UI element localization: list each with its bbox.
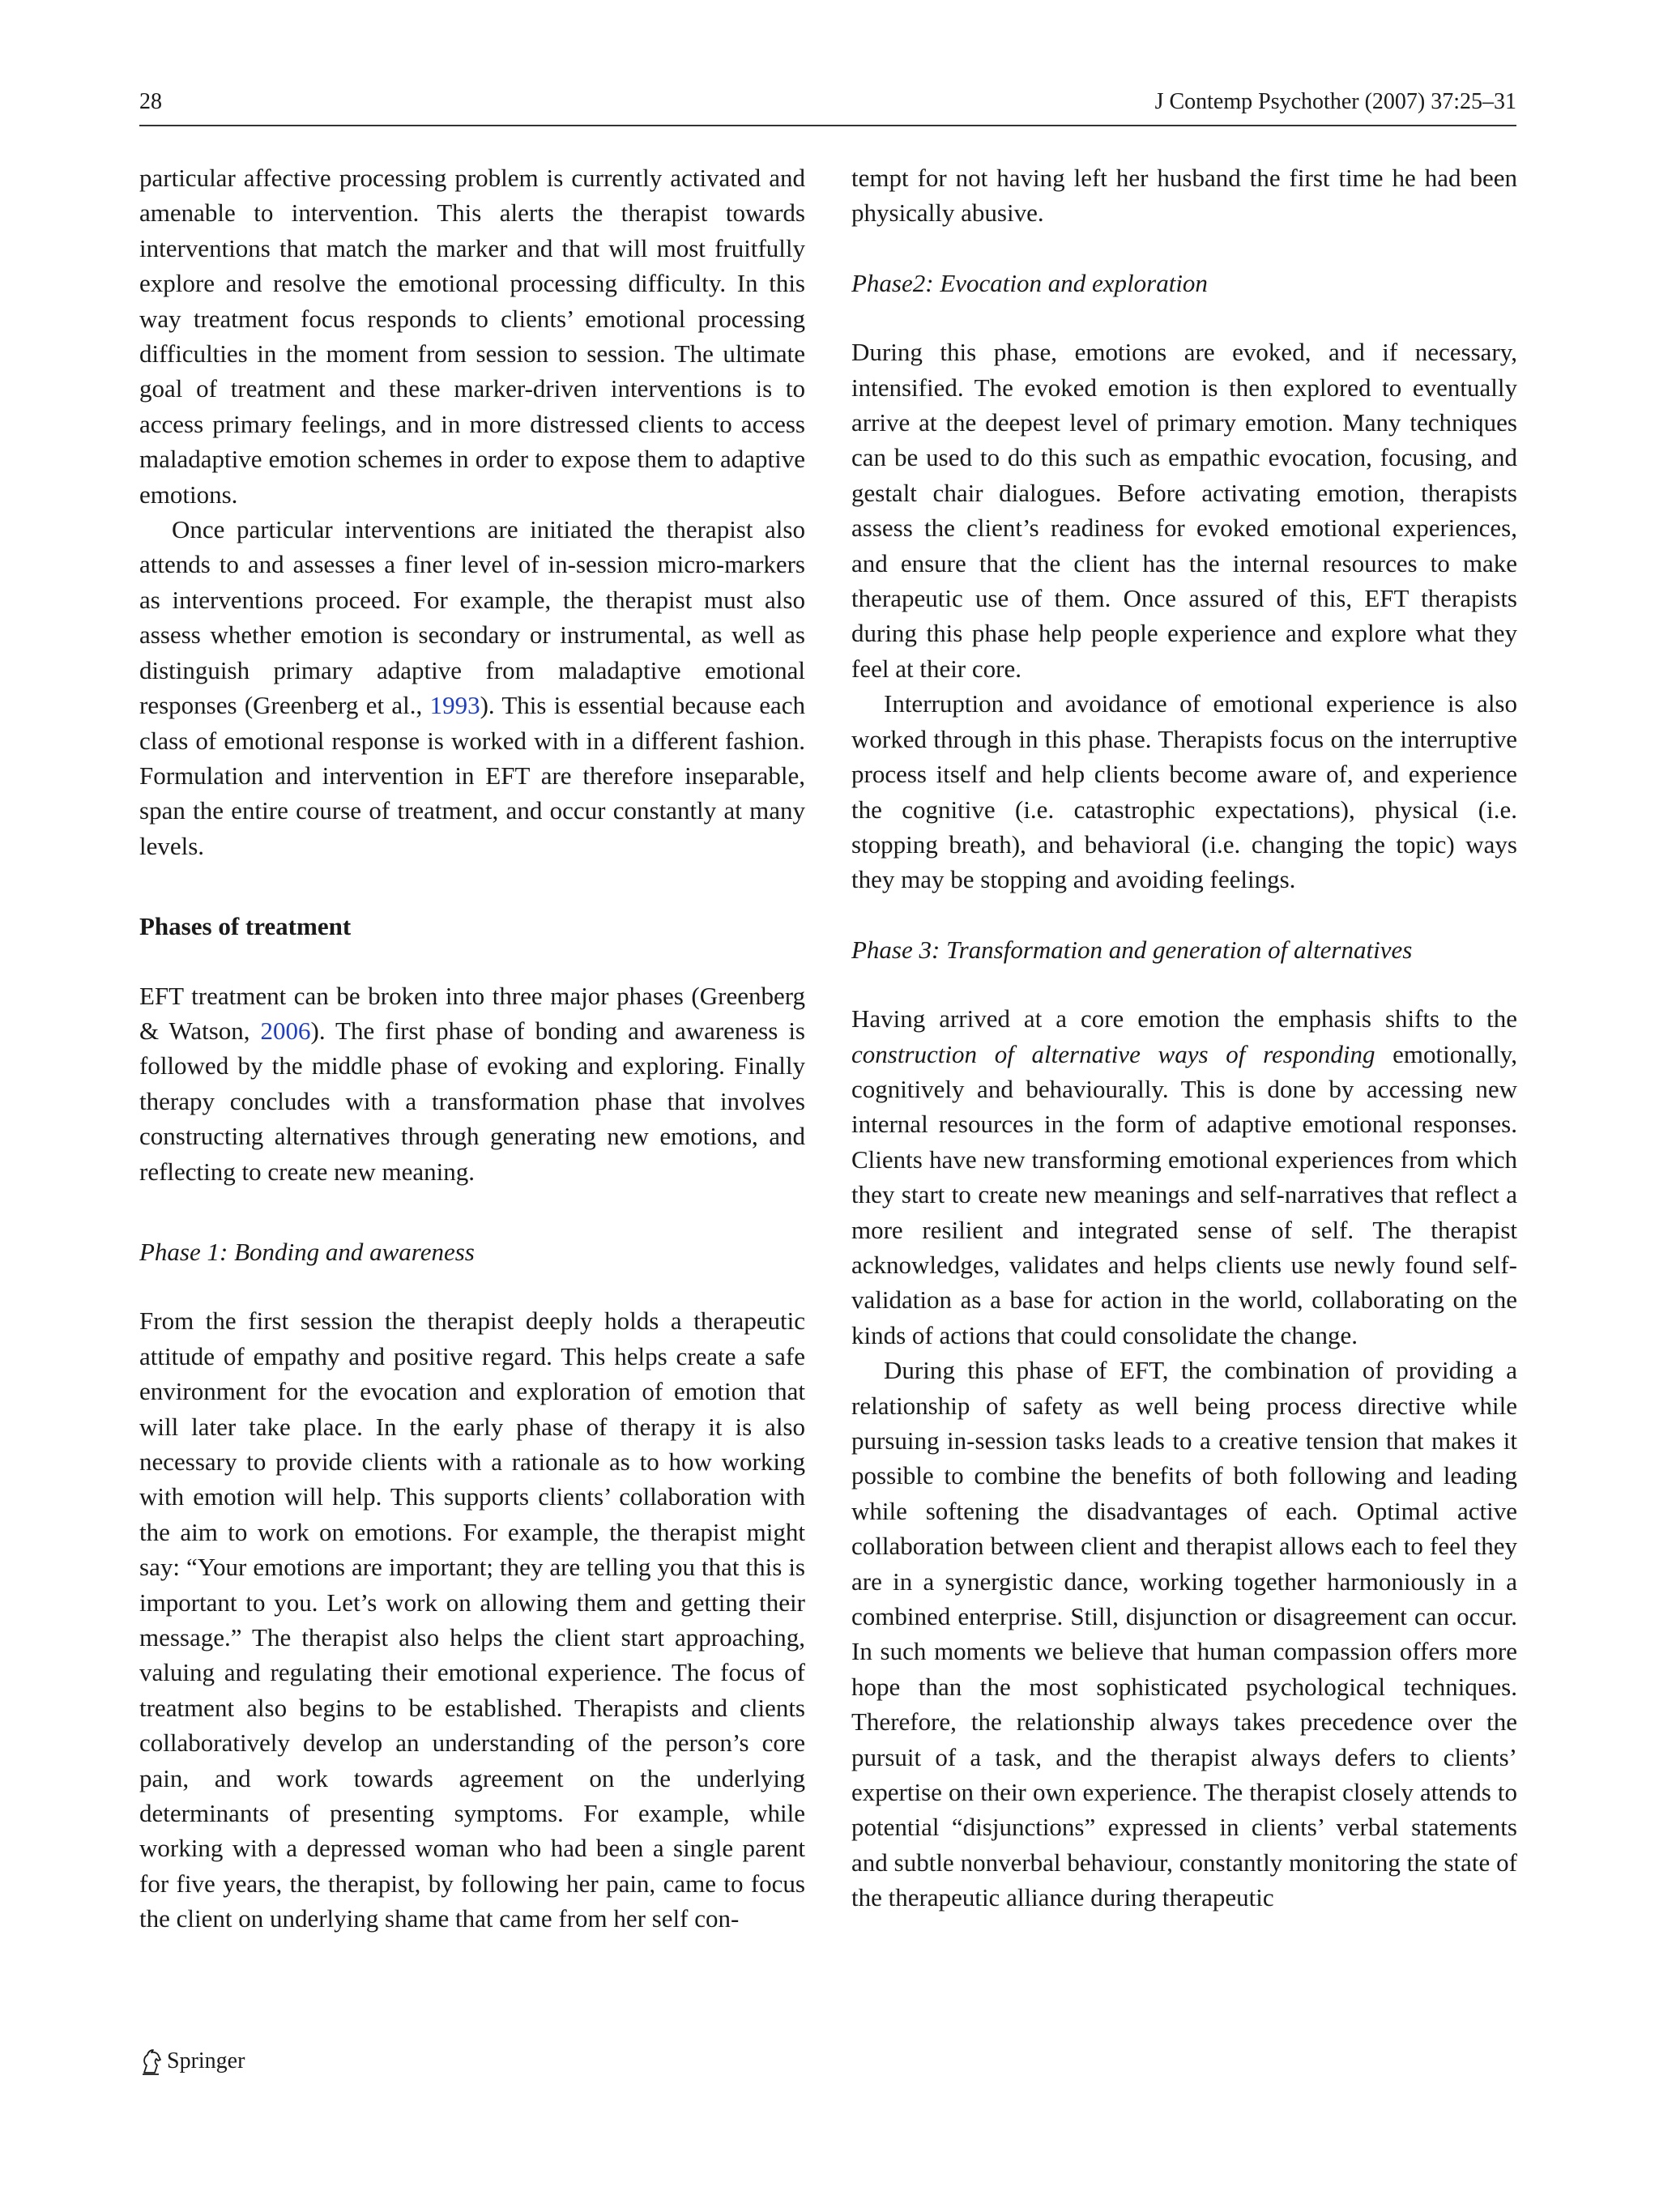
left-column bbox=[139, 160, 805, 1937]
subsection-heading: Phase 1: Bonding and awareness bbox=[139, 1237, 475, 1266]
paragraph-text: Having arrived at a core emotion the emphasis shifts to the bbox=[851, 1004, 1517, 1034]
emphasis-text: construction of alternative ways of responding bbox=[851, 1039, 1375, 1068]
section-heading: Phases of treatment bbox=[139, 912, 352, 941]
citation-link[interactable]: 2006 bbox=[260, 1016, 311, 1045]
paragraph: From the first session the therapist deeply holds a therapeutic attitude of empathy and positive regard. This helps create a safe environment for the evocation and exploration of emotion that will later take place. In the early phase of therapy it is also necessary to provide clients with a rationale as to how working with emotion will help. This supports clients’ collaboration with the aim to work on emotions. For example, the therapist might say: “Your emotions are important; they are telling you that this is important to you. Let’s work on allowing them and getting their message.” The therapist also helps the client start approaching, valuing and regulating their emotional experience. The focus of treatment also begins to be established. Therapists and clients collaboratively develop an understanding of the person’s core pain, and work towards agreement on the underlying determinants of presenting symptoms. For example, while working with a depressed woman who had been a single parent for five years, the therapist, by following her pain, came to focus the client on underlying shame that came from her self con- bbox=[139, 1306, 805, 1933]
paragraph: particular affective processing problem is currently activated and amenable to intervention. This alerts the therapist towards interventions that match the marker and that will most fruitfully explore and resolve the emotional processing difficulty. In this way treatment focus responds to clients’ emotional processing difficulties in the moment from session to session. The ultimate goal of treatment and these marker-driven interventions is to access primary feelings, and in more distressed clients to access maladaptive emotion schemes in order to expose them to adaptive emotions. bbox=[139, 164, 805, 509]
paragraph bbox=[139, 978, 805, 1189]
page-number: 28 bbox=[139, 89, 162, 114]
paragraph-text: Once particular interventions are initiated the therapist also attends to and assesses a finer level of in-session micro-markers as interventions proceed. For example, the therapist must also assess whether emotion is secondary or instrumental, as well as distinguish primary adaptive from maladaptive emotional responses (Greenberg et al., bbox=[139, 515, 805, 720]
paragraph-text: ). This is essential because each class of emotional response is worked with in a different fashion. Formulation and intervention in EFT are therefore inseparable, span the entire course of treatment, and occur constantly at many levels. bbox=[139, 691, 805, 860]
paragraph-text: ). The first phase of bonding and awareness is followed by the middle phase of evoking and exploring. Finally therapy concludes with a transformation phase that involves constructing alternatives through generating new emotions, and reflecting to create new meaning. bbox=[139, 1016, 805, 1186]
paragraph: During this phase, emotions are evoked, and if necessary, intensified. The evoked emotion is then explored to eventually arrive at the deepest level of primary emotion. Many techniques can be used to do this such as empathic evocation, focusing, and gestalt chair dialogues. Before activating emotion, therapists assess the client’s readiness for evoked emotional experiences, and ensure that the client has the internal resources to make therapeutic use of them. Once assured of this, EFT therapists during this phase help people experience and explore what they feel at their core. bbox=[851, 338, 1517, 683]
paragraph: tempt for not having left her husband the first time he had been physically abusive. bbox=[851, 164, 1517, 228]
paragraph: During this phase of EFT, the combination of providing a relationship of safety as well being process directive while pursuing in-session tasks leads to a creative tension that makes it possible to combine the benefits of both following and leading while softening the disadvantages of each. Optimal active collaboration between client and therapist allows each to feel they are in a synergistic dance, working together harmoniously in a combined enterprise. Still, disjunction or disagreement can occur. In such moments we believe that human compassion offers more hope than the most sophisticated psychological techniques. Therefore, the relationship always takes precedence over the pursuit of a task, and the therapist always defers to clients’ expertise on their own experience. The therapist closely attends to potential “disjunctions” expressed in clients’ verbal statements and subtle nonverbal behaviour, constantly monitoring the state of the therapeutic alliance during therapeutic bbox=[851, 1356, 1517, 1912]
paragraph-text: EFT treatment can be broken into three major phases (Greenberg & Watson, bbox=[139, 981, 805, 1045]
subsection-heading: Phase2: Evocation and exploration bbox=[851, 268, 1208, 297]
subsection-heading: Phase 3: Transformation and generation of alternatives bbox=[851, 935, 1413, 964]
right-column bbox=[851, 160, 1517, 1916]
paragraph: Interruption and avoidance of emotional experience is also worked through in this phase. Therapists focus on the interruptive process itself and help clients become aware of, and experience the cognitive (i.e. catastrophic expectations), physical (i.e. stopping breath), and behavioral (i.e. changing the topic) ways they may be stopping and avoiding feelings. bbox=[851, 689, 1517, 894]
publisher-name: Springer bbox=[167, 2048, 245, 2073]
footer bbox=[139, 2048, 245, 2075]
paragraph bbox=[851, 1001, 1517, 1353]
journal-citation: J Contemp Psychother (2007) 37:25–31 bbox=[1154, 89, 1516, 114]
paragraph-text: emotionally, cognitively and behaviourally. This is done by accessing new internal resources in the form of adaptive emotional responses. Clients have new transforming emotional experiences from which they start to create new meanings and self-narratives that reflect a more resilient and integrated sense of self. The therapist acknowledges, validates and helps clients use newly found self-validation as a base for action in the world, collaborating on the kinds of actions that could consolidate the change. bbox=[851, 1039, 1517, 1349]
running-header bbox=[139, 87, 1516, 126]
springer-horse-icon bbox=[139, 2048, 164, 2075]
paragraph bbox=[139, 512, 805, 863]
citation-link[interactable]: 1993 bbox=[429, 691, 480, 720]
